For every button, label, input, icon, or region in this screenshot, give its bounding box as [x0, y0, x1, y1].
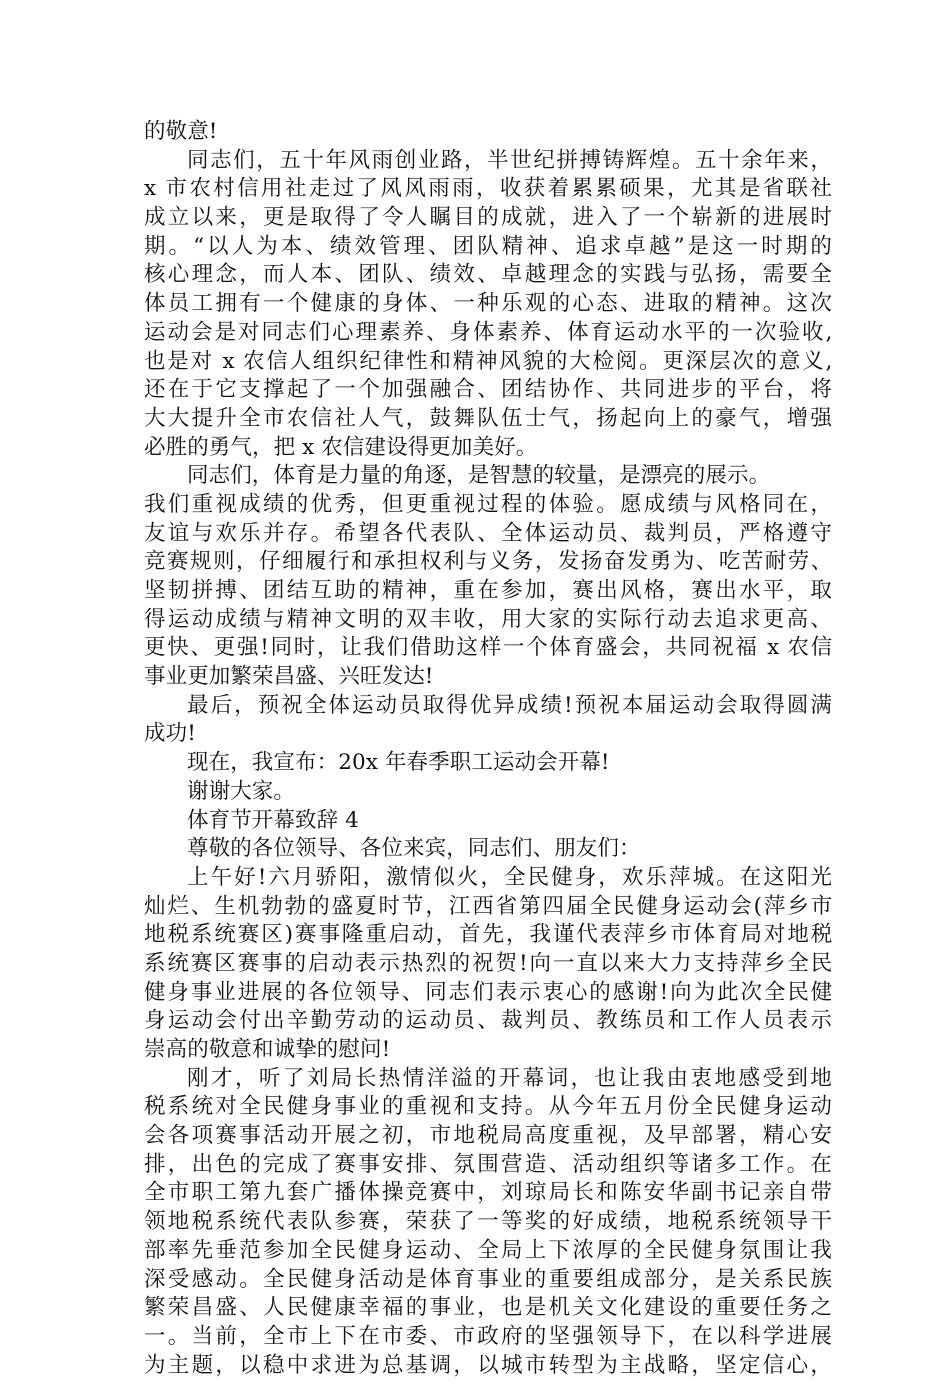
paragraph-first-line: 同志们，体育是力量的角逐，是智慧的较量，是漂亮的展示。 — [187, 463, 771, 489]
text-line: 繁荣昌盛、人民健康幸福的事业，也是机关文化建设的重要任务之 — [144, 1295, 832, 1321]
text-line: 事业更加繁荣昌盛、兴旺发达! — [144, 664, 434, 690]
text-line: 还在于它支撑起了一个加强融合、团结协作、共同进步的平台，将 — [144, 377, 832, 403]
text-line: 大大提升全市农信社人气，鼓舞队伍士气，扬起向上的豪气，增强 — [144, 405, 832, 431]
text-line: 也是对 x 农信人组织纪律性和精神风貌的大检阅。更深层次的意义, — [144, 348, 832, 374]
text-line: 部率先垂范参加全民健身运动、全局上下浓厚的全民健身氛围让我 — [144, 1237, 832, 1263]
text-line: 得运动成绩与精神文明的双丰收，用大家的实际行动去追求更高、 — [144, 606, 832, 632]
text-line: 崇高的敬意和诚挚的慰问! — [144, 1037, 391, 1062]
text-line: 必胜的勇气，把 x 农信建设得更加美好。 — [144, 434, 538, 460]
text-line: 更快、更强!同时，让我们借助这样一个体育盛会，共同祝福 x 农信 — [144, 635, 832, 661]
text-line: 成功! — [144, 721, 196, 747]
paragraph-first-line: 同志们，五十年风雨创业路，半世纪拼搏铸辉煌。五十余年来， — [187, 147, 832, 173]
text-line: 的敬意! — [144, 119, 218, 144]
document-body — [144, 118, 832, 1380]
text-line: 运动会是对同志们心理素养、身体素养、体育运动水平的一次验收, — [144, 319, 832, 345]
text-line: 友谊与欢乐并存。希望各代表队、全体运动员、裁判员，严格遵守 — [144, 520, 832, 546]
text-line: x 市农村信用社走过了风风雨雨，收获着累累硕果，尤其是省联社 — [144, 176, 832, 202]
text-line: 领地税系统代表队参赛，荣获了一等奖的好成绩，地税系统领导干 — [144, 1209, 832, 1235]
paragraph-first-line: 谢谢大家。 — [187, 778, 296, 804]
salutation: 尊敬的各位领导、各位来宾，同志们、朋友们： — [187, 836, 641, 862]
text-line: 期。“以人为本、绩效管理、团队精神、追求卓越”是这一时期的 — [144, 233, 832, 259]
text-line: 我们重视成绩的优秀，但更重视过程的体验。愿成绩与风格同在， — [144, 491, 832, 517]
text-line: 健身事业进展的各位领导、同志们表示衷心的感谢!向为此次全民健 — [144, 979, 832, 1005]
text-line: 成立以来，更是取得了令人瞩目的成就，进入了一个崭新的进展时 — [144, 205, 832, 231]
text-line: 为主题，以稳中求进为总基调，以城市转型为主战略，坚定信心， — [144, 1352, 832, 1378]
paragraph-first-line: 现在，我宣布：20x 年春季职工运动会开幕! — [187, 750, 610, 776]
text-line: 系统赛区赛事的启动表示热烈的祝贺!向一直以来大力支持萍乡全民 — [144, 950, 832, 976]
text-line: 深受感动。全民健身活动是体育事业的重要组成部分，是关系民族 — [144, 1266, 832, 1292]
text-line: 核心理念，而人本、团队、绩效、卓越理念的实践与弘扬，需要全 — [144, 262, 832, 288]
text-line: 排，出色的完成了赛事安排、氛围营造、活动组织等诸多工作。在 — [144, 1151, 832, 1177]
text-line: 会各项赛事活动开展之初，市地税局高度重视，及早部署，精心安 — [144, 1123, 832, 1149]
text-line: 灿烂、生机勃勃的盛夏时节，江西省第四届全民健身运动会(萍乡市 — [144, 893, 832, 919]
text-line: 竞赛规则，仔细履行和承担权利与义务，发扬奋发勇为、吃苦耐劳、 — [144, 549, 832, 575]
section-heading: 体育节开幕致辞 4 — [187, 807, 359, 833]
paragraph-first-line: 刚才，听了刘局长热情洋溢的开幕词，也让我由衷地感受到地 — [187, 1065, 832, 1091]
text-line: 身运动会付出辛勤劳动的运动员、裁判员、教练员和工作人员表示 — [144, 1008, 832, 1034]
text-line: 坚韧拼搏、团结互助的精神，重在参加，赛出风格，赛出水平，取 — [144, 578, 832, 603]
text-line: 地税系统赛区)赛事隆重启动，首先，我谨代表萍乡市体育局对地税 — [144, 922, 832, 948]
text-line: 体员工拥有一个健康的身体、一种乐观的心态、进取的精神。这次 — [144, 291, 832, 317]
text-line: 一。当前，全市上下在市委、市政府的坚强领导下，在以科学进展 — [144, 1323, 832, 1349]
paragraph-first-line: 最后，预祝全体运动员取得优异成绩!预祝本届运动会取得圆满 — [187, 692, 832, 718]
text-line: 全市职工第九套广播体操竞赛中，刘琼局长和陈安华副书记亲自带 — [144, 1180, 832, 1206]
text-line: 税系统对全民健身事业的重视和支持。从今年五月份全民健身运动 — [144, 1094, 832, 1120]
paragraph-first-line: 上午好!六月骄阳，激情似火，全民健身，欢乐萍城。在这阳光 — [187, 864, 832, 890]
